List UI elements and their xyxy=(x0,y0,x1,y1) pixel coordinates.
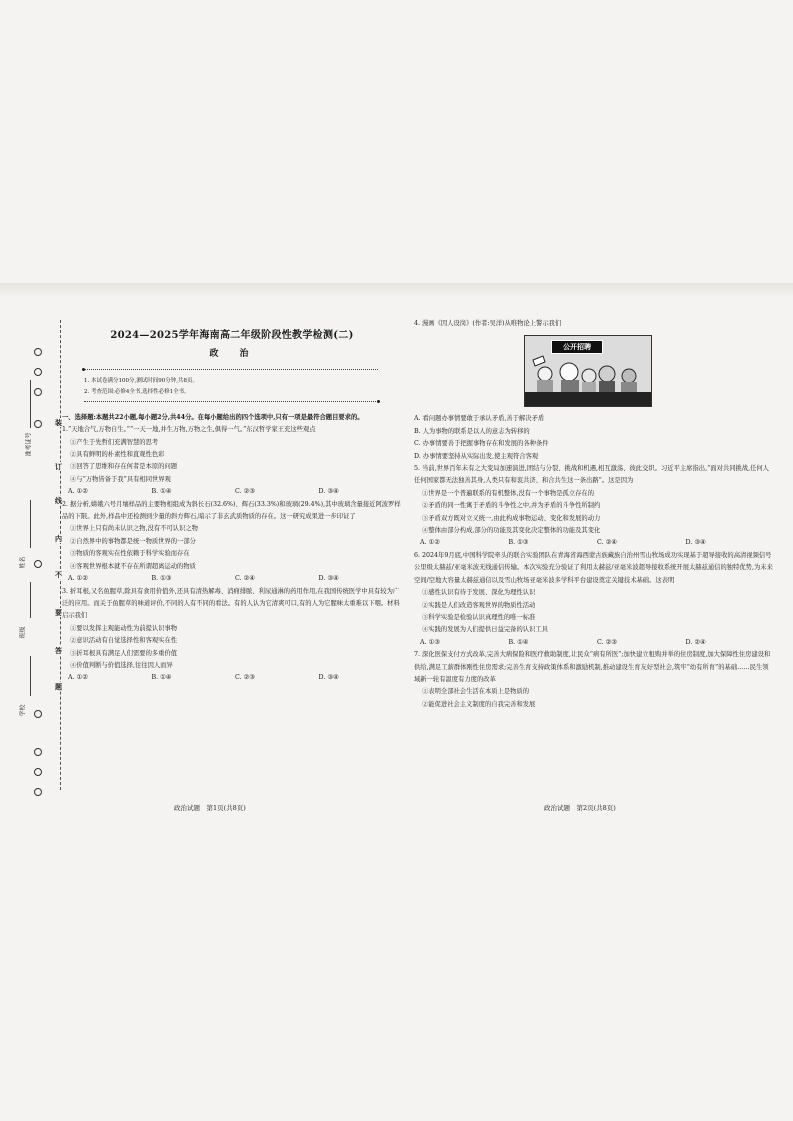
choice-c[interactable]: C. ②④ xyxy=(597,539,617,547)
question-stem: 3. 折耳根,又名鱼腥草,除具有食用价值外,还具有清热解毒、消痈排脓、利尿通淋的药用作用,在我国传统医学中具有较为广泛的应用。而关于鱼腥草的味道评价,不同的人有不同的看法。有的人认为它清爽可口,有的人为它腥味太重难以下咽。材料启示我们 xyxy=(62,587,400,620)
exam-number-field-label: 准考证号 xyxy=(25,432,33,457)
choice-a[interactable]: A. ①② xyxy=(68,575,88,583)
question-option: ①世界上只有尚未认识之物,没有不可认识之物 xyxy=(70,525,198,533)
page-1-column xyxy=(62,318,402,685)
choice-d[interactable]: D. ③④ xyxy=(685,539,706,547)
choice-c[interactable]: C. ②③ xyxy=(235,674,255,682)
binding-hole xyxy=(34,420,42,428)
answer-choices xyxy=(62,486,402,498)
question-option[interactable]: B. 人为事物的联系是以人的意志为转移的 xyxy=(414,427,530,435)
question-option[interactable]: A. 看问题办事情要敢于承认矛盾,善于解决矛盾 xyxy=(414,415,545,423)
question-option: ①表明全部社会生活在本质上是物质的 xyxy=(422,688,530,696)
section-heading: 一、选择题:本题共22小题,每小题2分,共44分。在每小题给出的四个选项中,只有一项是最符合题目要求的。 xyxy=(62,413,364,421)
exam-notice xyxy=(84,369,378,402)
question-option: ②矛盾的同一性寓于矛盾的斗争性之中,并为矛盾的斗争性所制约 xyxy=(422,502,601,510)
question-2 xyxy=(62,499,402,586)
page-2-column xyxy=(414,318,774,711)
cartoon-ground xyxy=(525,392,651,406)
answer-line[interactable] xyxy=(30,582,31,618)
page-2-footer: 政治试题 第2页(共8页) xyxy=(544,804,616,812)
question-option: ③回答了思维和存在何者是本原的问题 xyxy=(70,463,178,471)
notice-line: 1. 本试卷满分100分,测试时间90分钟,共8页。 xyxy=(84,377,198,384)
choice-d[interactable]: D. ③④ xyxy=(318,575,339,583)
binding-label: 订 xyxy=(55,462,62,471)
exam-sheet xyxy=(19,300,782,828)
question-stem: 4. 漫画《因人设岗》(作者:吴洋)从唯物论上警示我们 xyxy=(414,320,562,327)
binding-label: 题 xyxy=(55,682,62,691)
question-option: ③物质的客观实在性依赖于科学实验而存在 xyxy=(70,550,190,558)
binding-hole xyxy=(34,368,42,376)
question-option: ④客观世界根本就不存在所谓超离运动的物质 xyxy=(70,562,196,570)
choice-a[interactable]: A. ①② xyxy=(68,674,88,682)
question-3 xyxy=(62,586,402,685)
choice-a[interactable]: A. ①② xyxy=(68,488,88,496)
question-5 xyxy=(414,463,774,550)
choice-c[interactable]: C. ②③ xyxy=(597,638,617,646)
question-option: ④整体由部分构成,部分的功能及其变化决定整体的功能及其变化 xyxy=(422,527,601,535)
choice-a[interactable]: A. ①③ xyxy=(420,638,440,646)
cartoon-image xyxy=(524,335,652,407)
question-option: ②能促进社会主义制度的自我完善和发展 xyxy=(422,700,536,708)
name-field-label: 姓名 xyxy=(19,556,27,569)
class-field-label: 班级 xyxy=(19,626,27,639)
binding-label: 装 xyxy=(55,418,62,427)
question-stem: 1.“天地合气,万物自生。”“一天一地,并生万物,万物之生,俱得一气。”东汉哲学家王充这些观点 xyxy=(62,426,316,434)
question-option: ③折耳根具有满足人们需要的多重价值 xyxy=(70,649,178,657)
school-field-label: 学校 xyxy=(19,704,27,717)
answer-choices xyxy=(62,573,402,585)
notice-corner-dot xyxy=(377,400,380,403)
page-1-footer: 政治试题 第1页(共8页) xyxy=(174,804,246,812)
choice-b[interactable]: B. ①③ xyxy=(508,539,529,547)
question-option[interactable]: D. 办事情要坚持从实际出发,使主观符合客观 xyxy=(414,452,539,460)
binding-label: 不 xyxy=(55,570,62,579)
question-1 xyxy=(62,424,402,498)
question-option: ①感性认识有待于发展、深化为理性认识 xyxy=(422,589,536,597)
question-option[interactable]: C. 办事情要善于把握事物存在和发展的各种条件 xyxy=(414,440,549,448)
binding-hole xyxy=(34,560,42,568)
choice-c[interactable]: C. ②③ xyxy=(235,488,255,496)
answer-choices xyxy=(414,637,774,649)
question-6 xyxy=(414,550,774,649)
binding-label: 线 xyxy=(55,496,62,505)
binding-hole xyxy=(34,710,42,718)
choice-d[interactable]: D. ②④ xyxy=(685,638,706,646)
question-option: ①产生于先哲们充满智慧的思考 xyxy=(70,438,159,446)
binding-hole xyxy=(34,348,42,356)
scan-shadow xyxy=(0,283,793,297)
question-option: ④实践的发展为人们提供日益完备的认识工具 xyxy=(422,626,548,634)
question-stem: 7. 深化医保支付方式改革,完善大病保险和医疗救助制度,让民众“病有所医”;加快建立租购并举的住房制度,加大保障性住房建设和供给,满足工薪群体刚性住房需求;完善生育支持政策体系和激励机制,推动建设生育友好型社会,筑牢“幼有所育”的基础……民生领域新一轮有温度有力度的改革 xyxy=(414,651,771,683)
cartoon-banner: 公开招聘 xyxy=(551,340,603,354)
question-stem: 5. 当前,世界百年未有之大变局加速演进,团结与分裂、挑战和机遇,相互激荡、彼此交织。习近平主席指出,“面对共同挑战,任何人任何国家都无法独善其身,人类只有和衷共济、和合共生这一条出路”。这是因为 xyxy=(414,465,769,485)
exam-title: 2024—2025学年海南高二年级阶段性教学检测(二) xyxy=(110,330,354,341)
exam-subject: 政 治 xyxy=(209,349,255,360)
binding-label: 内 xyxy=(55,534,62,543)
binding-hole xyxy=(34,768,42,776)
question-option: ①要以发挥主观能动性为前提认识事物 xyxy=(70,624,178,632)
choice-b[interactable]: B. ①④ xyxy=(151,488,172,496)
choice-b[interactable]: B. ①④ xyxy=(508,638,529,646)
choice-d[interactable]: D. ③④ xyxy=(318,488,339,496)
notice-line: 2. 考查范围:必修4全书,选择性必修1全书。 xyxy=(84,388,190,395)
binding-hole xyxy=(34,748,42,756)
answer-choices xyxy=(414,537,774,549)
notice-corner-dot xyxy=(82,368,85,371)
binding-hole xyxy=(34,388,42,396)
question-option: ④与“万物皆备于我”具有相同世界观 xyxy=(70,475,171,483)
question-option: ①世界是一个普遍联系的有机整体,没有一个事物是孤立存在的 xyxy=(422,489,595,497)
question-stem: 2. 据分析,嫦娥六号月壤样品的主要物相组成为斜长石(32.6%)、辉石(33.3%)和玻璃(29.4%),其中玻璃含量接近阿波罗样品的下限。此外,样品中还检测到少量的斜方辉石,暗示了非玄武质物质的存在。这一研究成果进一步印证了 xyxy=(62,500,401,521)
question-option: ②实践是人们改造客观世界的物质性活动 xyxy=(422,601,536,609)
binding-label: 答 xyxy=(55,646,62,655)
question-option: ④价值判断与价值选择,往往因人而异 xyxy=(70,661,173,669)
question-option: ②意识活动有自觉选择性和客观实在性 xyxy=(70,637,178,645)
question-7 xyxy=(414,649,774,711)
choice-b[interactable]: B. ①④ xyxy=(151,674,172,682)
answer-choices xyxy=(62,672,402,684)
choice-b[interactable]: B. ①③ xyxy=(151,575,172,583)
question-option: ③矛盾双方既对立又统一,由此构成事物运动、变化和发展的动力 xyxy=(422,514,601,522)
answer-line[interactable] xyxy=(30,380,31,428)
binding-dashed-line xyxy=(60,320,61,790)
answer-line[interactable] xyxy=(30,656,31,696)
answer-line[interactable] xyxy=(30,500,31,548)
binding-label: 要 xyxy=(55,608,62,617)
choice-a[interactable]: A. ①② xyxy=(420,539,440,547)
question-4 xyxy=(414,318,774,463)
binding-hole xyxy=(34,788,42,796)
choice-c[interactable]: C. ②④ xyxy=(235,575,255,583)
choice-d[interactable]: D. ③④ xyxy=(318,674,339,682)
question-option: ③科学实验是检验认识真理性的唯一标准 xyxy=(422,613,536,621)
question-option: ②自然界中的事物都是统一物质世界的一部分 xyxy=(70,537,196,545)
binding-margin xyxy=(19,320,64,800)
question-option: ②具有鲜明的朴素性和直观性色彩 xyxy=(70,451,165,459)
question-stem: 6. 2024年9月底,中国科学院牵头的联合实验团队在青海省海西蒙古族藏族自治州雪山牧场成功实现基于超导接收的高清视频信号公里级太赫兹/亚毫米波无线通信传输。本次实验充分验证了利用太赫兹/亚毫米波超导接收系统开展太赫兹通信的独特优势,为未来空间/空地大容量太赫兹通信以及雪山牧场亚毫米波多学科平台建设奠定关键技术基础。这表明 xyxy=(414,551,773,584)
